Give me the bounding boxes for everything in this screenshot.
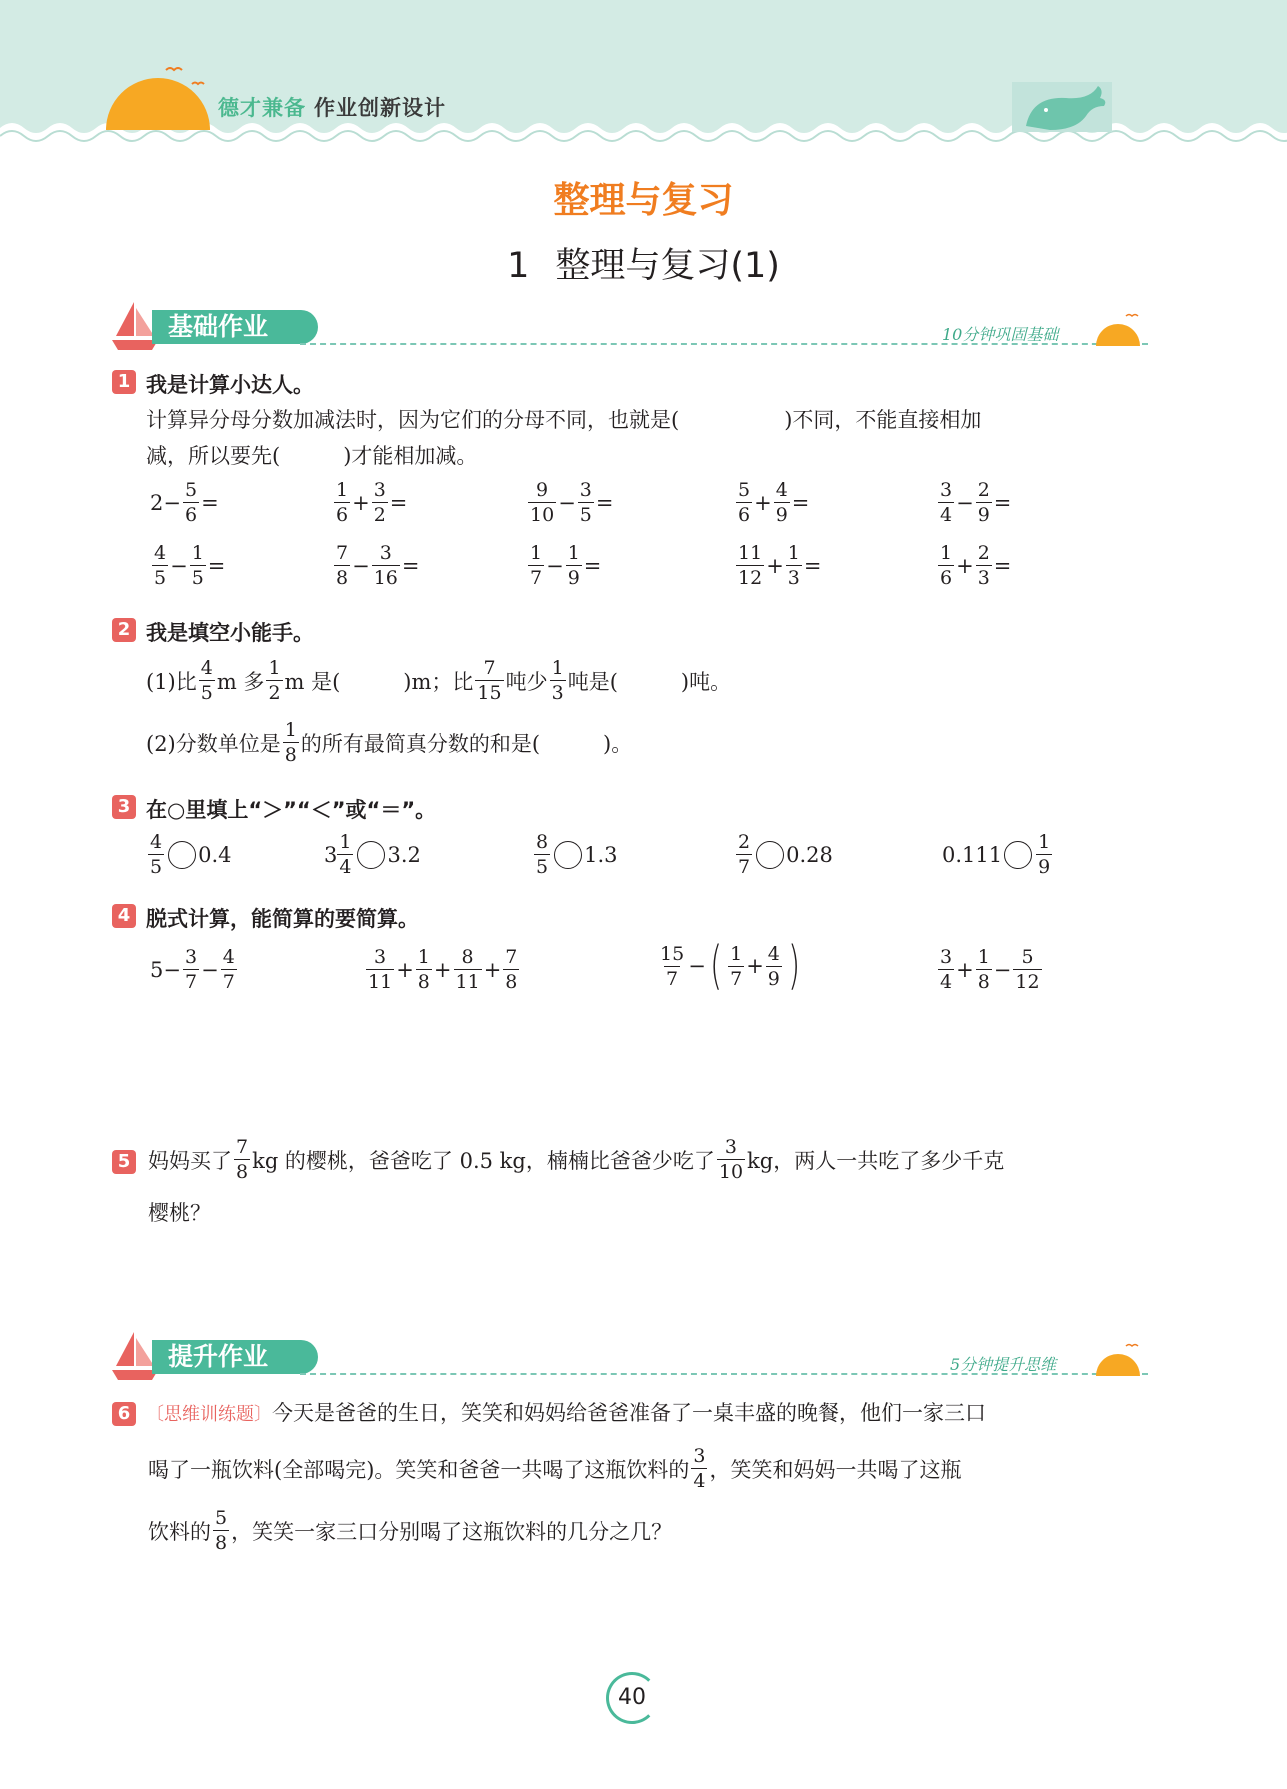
fraction: 3 11 <box>368 946 393 993</box>
equals: = <box>401 553 420 578</box>
answer-circle[interactable] <box>756 841 784 869</box>
operator: + <box>956 553 974 578</box>
answer-circle[interactable] <box>168 841 196 869</box>
fraction: 1 2 <box>268 657 281 704</box>
equals: = <box>207 553 226 578</box>
sun-icon <box>104 62 214 130</box>
operator: − <box>558 490 576 515</box>
operator: + <box>754 490 772 515</box>
fraction: $\frac{5}{12}$ <box>1015 946 1040 993</box>
page-number: 40 <box>606 1672 658 1724</box>
fraction: 1 6 <box>940 542 953 589</box>
fraction: $\frac{5}{6}$ <box>184 479 198 526</box>
fraction: $\frac{1}{3}$ <box>787 542 800 589</box>
question-text: (1)比 4 5 m 多 1 2 m 是( )m；比 7 15 吨少 1 3 吨是( )吨。 <box>146 657 732 704</box>
fraction: $\frac{1}{8}$ <box>417 946 430 993</box>
lesson-title <box>0 238 1287 288</box>
fraction: $\frac{3}{16}$ <box>373 542 398 589</box>
equals: = <box>803 553 822 578</box>
answer-circle[interactable] <box>1004 841 1032 869</box>
expression: 5 − $\frac{3}{7}$ − $\frac{4}{7}$ <box>150 946 235 993</box>
fraction: $\frac{3}{2}$ <box>373 479 386 526</box>
lesson-number: 1 <box>507 246 530 286</box>
question-text: 妈妈买了 7 8 kg 的樱桃，爸爸吃了 0.5 kg，楠楠比爸爸少吃了 3 10 kg，两人一共吃了多少千克 <box>148 1136 1005 1183</box>
comparison: 4 5 0.4 <box>150 831 232 878</box>
fraction: 4 5 <box>200 657 213 704</box>
expression <box>150 478 219 527</box>
fraction: 11 12 <box>738 542 763 589</box>
fraction: 3 4 <box>940 479 953 526</box>
expression <box>734 541 822 590</box>
question-text: 樱桃？ <box>148 1201 211 1225</box>
question-text: (2)分数单位是 1 8 的所有最简真分数的和是( )。 <box>146 719 633 766</box>
brand-accent: 德才兼备 <box>218 96 306 120</box>
fraction: 7 15 <box>477 657 502 704</box>
expression: 3 11 + $\frac{1}{8}$ + $\frac{8}{11}$ + $\frac{7}{8}$ <box>368 946 518 993</box>
small-sun-icon <box>1092 1342 1150 1382</box>
number: 2 <box>150 490 164 515</box>
comparison: 2 7 0.28 <box>738 831 833 878</box>
fraction: $\frac{4}{7}$ <box>222 946 235 993</box>
equals: = <box>791 490 810 515</box>
expression <box>150 541 225 590</box>
expression <box>332 478 407 527</box>
fraction: $\frac{3}{5}$ <box>579 479 592 526</box>
fraction: 1 7 <box>730 942 743 990</box>
comparison: 8 5 1.3 <box>536 831 618 878</box>
question-text: 计算异分母分数加减法时，因为它们的分母不同，也就是( )不同，不能直接相加 <box>146 408 982 432</box>
section-advanced-note: 5分钟提升思维 <box>950 1355 1057 1374</box>
fraction: $\frac{1}{5}$ <box>191 542 204 589</box>
fraction: $\frac{1}{9}$ <box>567 542 580 589</box>
fraction: 1 6 <box>336 479 349 526</box>
fraction: 5 8 <box>215 1507 228 1554</box>
question-heading: 在○里填上“＞”“＜”或“＝”。 <box>146 798 437 822</box>
equals: = <box>583 553 602 578</box>
fraction: 1 4 <box>339 831 352 878</box>
fraction: $\frac{4}{9}$ <box>767 942 780 990</box>
equals: = <box>201 490 219 515</box>
small-sun-icon <box>1092 312 1150 352</box>
right-paren: ) <box>787 936 801 996</box>
fraction: 3 4 <box>940 946 953 993</box>
question-text: 减，所以要先( )才能相加减。 <box>146 444 478 468</box>
operator: + <box>352 490 370 515</box>
fraction: 7 8 <box>336 542 349 589</box>
left-paren: ( <box>709 936 723 996</box>
expression <box>526 478 614 527</box>
question-number: 6 <box>112 1402 136 1426</box>
question-heading: 我是计算小达人。 <box>146 373 314 397</box>
fraction: 15 7 <box>660 942 685 990</box>
section-basic-tab: 基础作业 <box>152 310 318 344</box>
fraction: 8 5 <box>536 831 549 878</box>
fraction: 1 9 <box>1038 831 1051 878</box>
fraction: 1 8 <box>284 719 297 766</box>
expression <box>526 541 601 590</box>
expression: 3 4 + $\frac{1}{8}$ − $\frac{5}{12}$ <box>940 946 1040 993</box>
fraction: $\frac{4}{9}$ <box>775 479 788 526</box>
fraction: $\frac{8}{11}$ <box>455 946 480 993</box>
fraction: $\frac{1}{8}$ <box>977 946 990 993</box>
comparison: 3 1 4 3.2 <box>324 831 421 878</box>
fraction: 5 6 <box>738 479 751 526</box>
expression <box>332 541 420 590</box>
question-number: 2 <box>112 618 136 642</box>
brand-title <box>218 92 446 122</box>
equals: = <box>595 490 614 515</box>
question-number: 1 <box>112 370 136 394</box>
comparison: 0.111 1 9 <box>942 831 1051 878</box>
question-text: 饮料的 5 8 ，笑笑一家三口分别喝了这瓶饮料的几分之几？ <box>148 1507 673 1554</box>
question-number: 4 <box>112 904 136 928</box>
question-text: 〔思维训练题〕今天是爸爸的生日，笑笑和妈妈给爸爸准备了一桌丰盛的晚餐，他们一家三口 <box>146 1401 986 1425</box>
fraction: 9 10 <box>530 479 555 526</box>
question-heading: 脱式计算，能简算的要简算。 <box>146 907 419 931</box>
page-title: 整理与复习 <box>553 180 734 221</box>
fraction: $\frac{3}{7}$ <box>184 946 198 993</box>
operator: − <box>546 553 564 578</box>
fraction: $\frac{7}{8}$ <box>505 946 518 993</box>
thinking-tag: 〔思维训练题〕 <box>146 1404 272 1425</box>
fraction: $\frac{2}{3}$ <box>977 542 990 589</box>
answer-circle[interactable] <box>554 841 582 869</box>
brand-main: 作业创新设计 <box>314 96 446 120</box>
fraction: 1 3 <box>551 657 564 704</box>
question-heading: 我是填空小能手。 <box>146 621 314 645</box>
fraction: 2 7 <box>738 831 751 878</box>
fraction: 3 10 <box>718 1136 744 1183</box>
expression: 15 7 − ( 1 7 + $\frac{4}{9}$ ) <box>660 936 801 996</box>
expression <box>936 541 1011 590</box>
question-number: 3 <box>112 795 136 819</box>
operator: − <box>170 553 188 578</box>
question-number: 5 <box>112 1150 136 1174</box>
fraction: 3 4 <box>693 1445 706 1492</box>
fraction: 4 5 <box>154 542 167 589</box>
equals: = <box>993 490 1012 515</box>
fraction: $\frac{2}{9}$ <box>977 479 990 526</box>
whale-icon <box>1012 76 1112 132</box>
operator: − <box>352 553 370 578</box>
expression <box>936 478 1011 527</box>
fraction: 4 5 <box>150 831 163 878</box>
lesson-name: 整理与复习(1) <box>555 246 780 286</box>
operator: − <box>956 490 974 515</box>
operator: + <box>766 553 784 578</box>
equals: = <box>389 490 408 515</box>
answer-circle[interactable] <box>357 841 385 869</box>
fraction: 1 7 <box>530 542 543 589</box>
expression <box>734 478 809 527</box>
section-basic-note: 10分钟巩固基础 <box>942 325 1059 344</box>
operator: − <box>163 490 181 515</box>
fraction: 7 8 <box>236 1136 249 1183</box>
section-advanced-tab: 提升作业 <box>152 1340 318 1374</box>
equals: = <box>993 553 1012 578</box>
question-text: 喝了一瓶饮料(全部喝完)。笑笑和爸爸一共喝了这瓶饮料的 3 4 ，笑笑和妈妈一共喝了这瓶 <box>148 1445 962 1492</box>
